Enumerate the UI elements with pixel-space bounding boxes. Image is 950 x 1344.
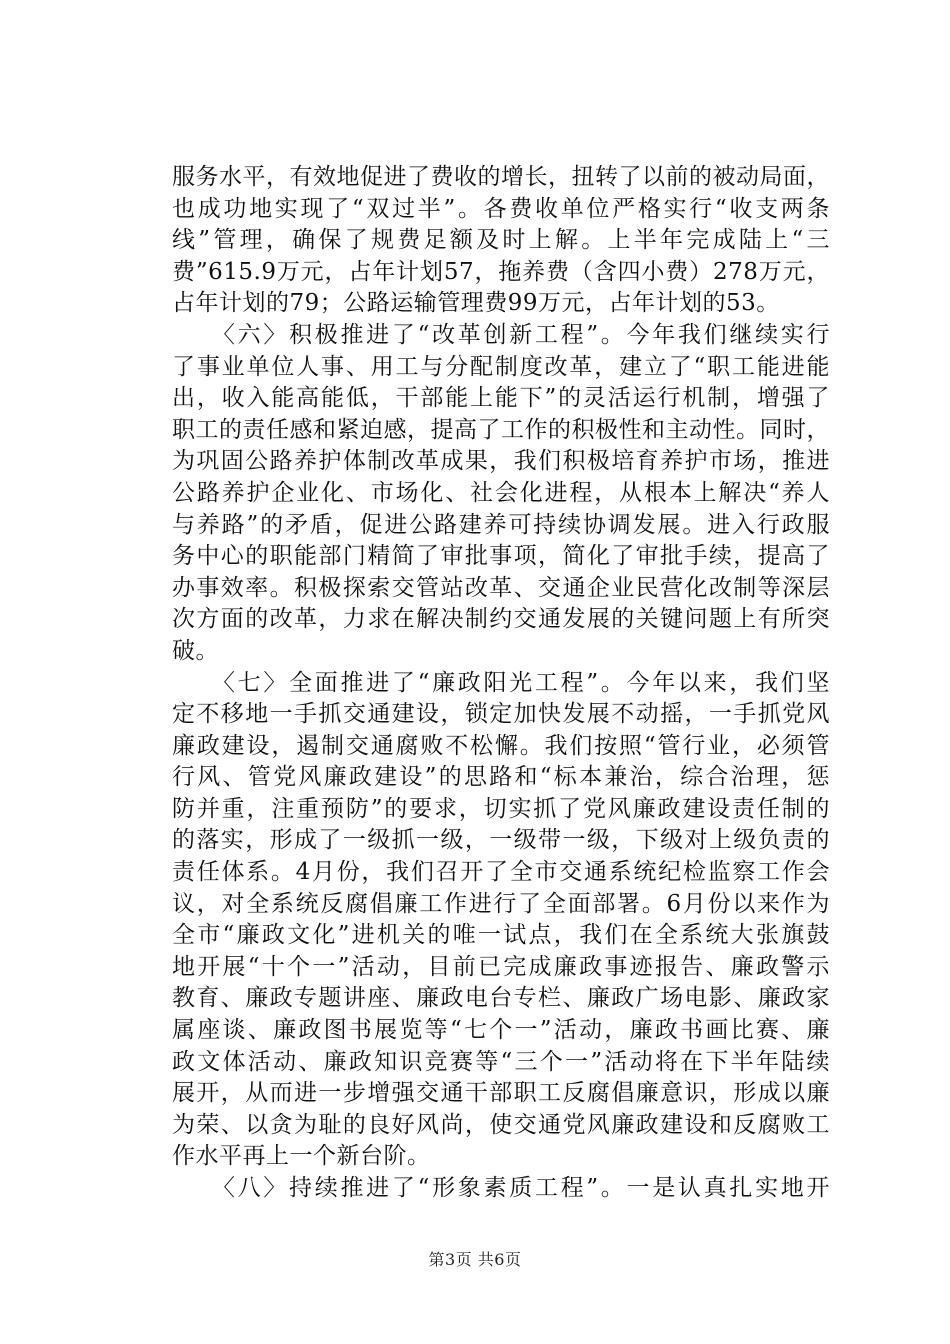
- text-line: 占年计划的79；公路运输管理费99万元，占年计划的53。: [172, 290, 780, 317]
- text-line: 地开展“十个一”活动，目前已完成廉政事迹报告、廉政警示: [172, 953, 830, 980]
- text-line: 议，对全系统反腐倡廉工作进行了全面部署。6月份以来作为: [172, 890, 830, 917]
- text-line: 〈八〉持续推进了“形象素质工程”。一是认真扎实地开: [172, 1175, 830, 1201]
- text-line: 属座谈、廉政图书展览等“七个一”活动，廉政书画比赛、廉: [172, 1017, 830, 1044]
- text-line: 务中心的职能部门精简了审批事项，简化了审批手续，提高了: [172, 543, 830, 570]
- text-line: 全市“廉政文化”进机关的唯一试点，我们在全系统大张旗鼓: [172, 922, 830, 949]
- text-line: 定不移地一手抓交通建设，锁定加快发展不动摇，一手抓党风: [172, 701, 830, 728]
- text-line: 政文体活动、廉政知识竞赛等“三个一”活动将在下半年陆续: [172, 1048, 830, 1075]
- text-line: 也成功地实现了“双过半”。各费收单位严格实行“收支两条: [172, 195, 830, 222]
- text-line: 责任体系。4月份，我们召开了全市交通系统纪检监察工作会: [172, 859, 830, 886]
- text-line: 线”管理，确保了规费足额及时上解。上半年完成陆上“三: [172, 227, 830, 254]
- text-line: 了事业单位人事、用工与分配制度改革，建立了“职工能进能: [172, 353, 830, 380]
- text-line: 廉政建设，遏制交通腐败不松懈。我们按照“管行业，必须管: [172, 732, 830, 759]
- text-line: 〈六〉积极推进了“改革创新工程”。今年我们继续实行: [172, 321, 830, 348]
- text-line: 展开，从而进一步增强交通干部职工反腐倡廉意识，形成以廉: [172, 1080, 830, 1107]
- text-line: 次方面的改革，力求在解决制约交通发展的关键问题上有所突: [172, 606, 830, 633]
- text-line: 公路养护企业化、市场化、社会化进程，从根本上解决“养人: [172, 479, 830, 506]
- text-line: 为巩固公路养护体制改革成果，我们积极培育养护市场，推进: [172, 448, 830, 475]
- text-line: 作水平再上一个新台阶。: [172, 1143, 431, 1170]
- text-line: 的落实，形成了一级抓一级，一级带一级，下级对上级负责的: [172, 827, 830, 854]
- text-line: 为荣、以贪为耻的良好风尚，使交通党风廉政建设和反腐败工: [172, 1111, 830, 1138]
- text-line: 行风、管党风廉政建设”的思路和“标本兼治，综合治理，惩: [172, 764, 830, 791]
- text-line: 破。: [172, 637, 219, 664]
- text-line: 服务水平，有效地促进了费收的增长，扭转了以前的被动局面，: [172, 164, 830, 190]
- text-line: 与养路”的矛盾，促进公路建养可持续协调发展。进入行政服: [172, 511, 830, 538]
- text-line: 防并重，注重预防”的要求，切实抓了党风廉政建设责任制的: [172, 795, 830, 822]
- text-line: 〈七〉全面推进了“廉政阳光工程”。今年以来，我们坚: [172, 669, 830, 696]
- text-line: 职工的责任感和紧迫感，提高了工作的积极性和主动性。同时，: [172, 416, 830, 443]
- text-line: 教育、廉政专题讲座、廉政电台专栏、廉政广场电影、廉政家: [172, 985, 830, 1012]
- text-line: 办事效率。积极探索交管站改革、交通企业民营化改制等深层: [172, 574, 830, 601]
- text-line: 出，收入能高能低，干部能上能下”的灵活运行机制，增强了: [172, 385, 830, 412]
- text-line: 费”615.9万元，占年计划57，拖养费（含四小费）278万元，: [172, 258, 830, 285]
- page-footer: 第3页 共6页: [428, 1250, 522, 1269]
- document-body: [172, 162, 830, 1205]
